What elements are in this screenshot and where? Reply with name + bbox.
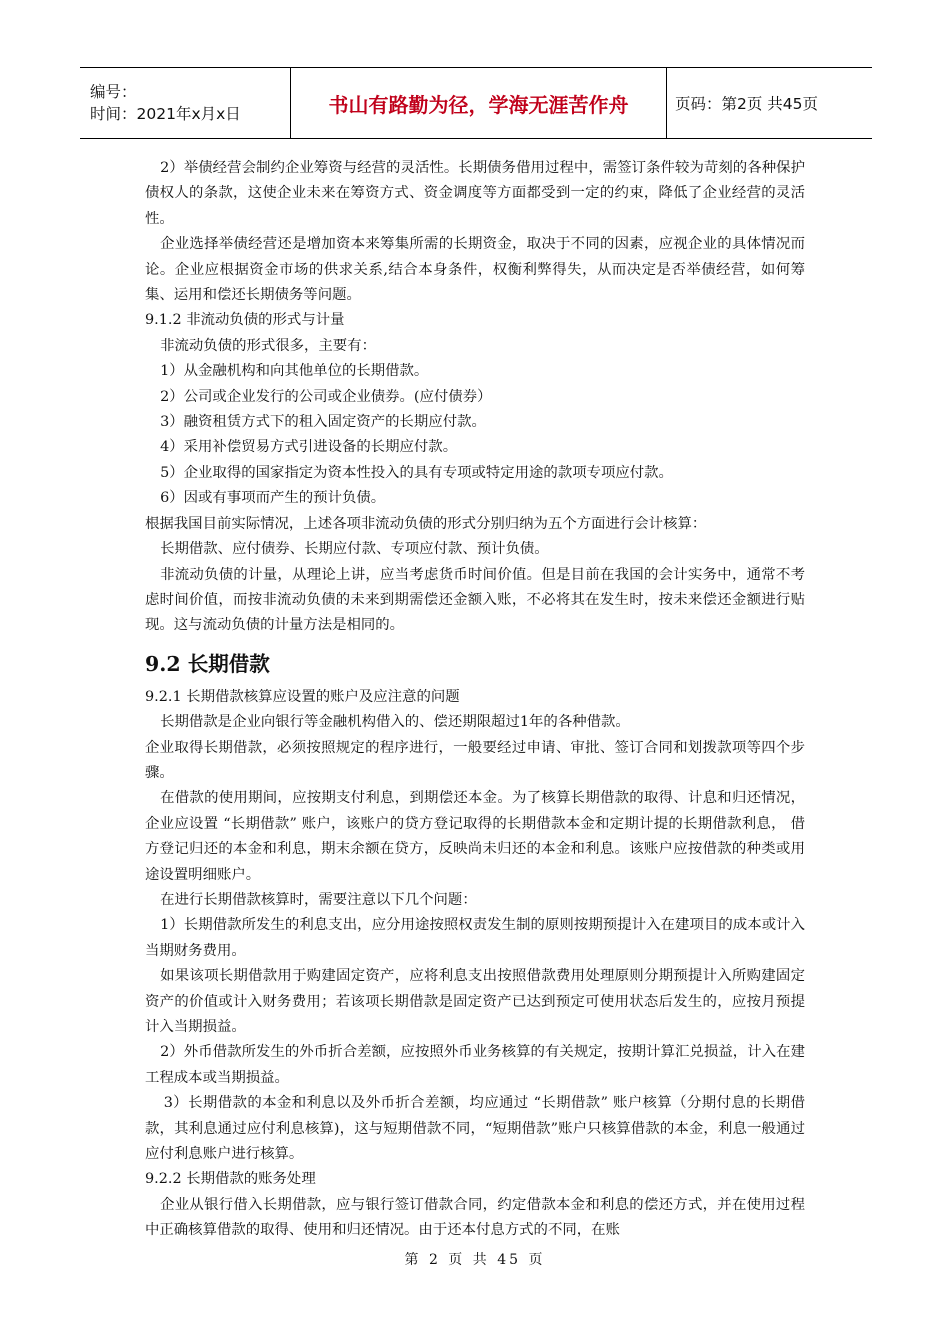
paragraph: 非流动负债的计量，从理论上讲，应当考虑货币时间价值。但是目前在我国的会计实务中，通常不考虑时间价值，而按非流动负债的未来到期需偿还金额入账，不必将其在发生时，按未来偿还金额进行贴现。这与流动负债的计量方法是相同的。 xyxy=(145,566,805,634)
paragraph: 企业选择举债经营还是增加资本来筹集所需的长期资金，取决于不同的因素，应视企业的具体情况而论。企业应根据资金市场的供求关系,结合本身条件，权衡利弊得失，从而决定是否举债经营，如何筹集、运用和偿还长期债务等问题。 xyxy=(145,236,805,304)
page-header xyxy=(80,67,872,139)
document-date: 时间：2021年x月x日 xyxy=(90,105,241,123)
header-motto: 书山有路勤为径，学海无涯苦作舟 xyxy=(291,68,667,138)
paragraph: 在进行长期借款核算时，需要注意以下几个问题： xyxy=(160,891,477,908)
document-number-label: 编号： xyxy=(90,83,137,101)
paragraph: 6）因或有事项而产生的预计负债。 xyxy=(160,490,386,507)
paragraph: 在借款的使用期间，应按期支付利息，到期偿还本金。为了核算长期借款的取得、计息和归还情况，企业应设置 “长期借款” 账户，该账户的贷方登记取得的长期借款本金和定期计提的长期借款利息， 借方登记归还的本金和利息，期末余额在贷方，反映尚未归还的本金和利息。该账户应按借款的种类或用途设置明细账户。 xyxy=(145,790,805,883)
paragraph: 企业从银行借入长期借款，应与银行签订借款合同，约定借款本金和利息的偿还方式，并在使用过程中正确核算借款的取得、使用和归还情况。由于还本付息方式的不同，在账 xyxy=(145,1196,805,1239)
paragraph: 根据我国目前实际情况，上述各项非流动负债的形式分别归纳为五个方面进行会计核算： xyxy=(145,515,707,532)
subsection-heading: 9.1.2 非流动负债的形式与计量 xyxy=(145,312,345,329)
paragraph: 4）采用补偿贸易方式引进设备的长期应付款。 xyxy=(160,439,458,456)
document-body xyxy=(145,156,805,1244)
paragraph: 长期借款是企业向银行等金融机构借入的、偿还期限超过1年的各种借款。 xyxy=(160,714,630,731)
paragraph: 1）长期借款所发生的利息支出，应分用途按照权责发生制的原则按期预提计入在建项目的成本或计入当期财务费用。 xyxy=(145,917,805,959)
paragraph: 2）外币借款所发生的外币折合差额，应按照外币业务核算的有关规定，按期计算汇兑损益，计入在建工程成本或当期损益。 xyxy=(145,1044,805,1086)
paragraph: 长期借款、应付债券、长期应付款、专项应付款、预计负债。 xyxy=(160,541,549,558)
page-footer: 第 2 页 共 45 页 xyxy=(404,1252,546,1268)
paragraph: 2）举债经营会制约企业筹资与经营的灵活性。长期债务借用过程中，需签订条件较为苛刻的各种保护债权人的条款，这使企业未来在筹资方式、资金调度等方面都受到一定的约束，降低了企业经营的灵活性。 xyxy=(145,160,805,227)
subsection-heading: 9.2.1 长期借款核算应设置的账户及应注意的问题 xyxy=(145,688,460,705)
paragraph: 2）公司或企业发行的公司或企业债券。(应付债券） xyxy=(160,388,492,405)
paragraph: 企业取得长期借款，必须按照规定的程序进行，一般要经过申请、审批、签订合同和划拨款项等四个步骤。 xyxy=(145,739,805,781)
paragraph: 3）融资租赁方式下的租入固定资产的长期应付款。 xyxy=(160,414,486,431)
paragraph: 如果该项长期借款用于购建固定资产，应将利息支出按照借款费用处理原则分期预提计入所购建固定资产的价值或计入财务费用；若该项长期借款是固定资产已达到预定可使用状态后发生的，应按月预提计入当期损益。 xyxy=(145,968,805,1035)
header-meta xyxy=(80,68,291,138)
paragraph: 1）从金融机构和向其他单位的长期借款。 xyxy=(160,363,429,380)
paragraph: 5）企业取得的国家指定为资本性投入的具有专项或特定用途的款项专项应付款。 xyxy=(160,464,673,481)
section-heading: 9.2 长期借款 xyxy=(145,651,270,676)
paragraph: 非流动负债的形式很多，主要有： xyxy=(160,337,376,354)
header-page-info: 页码：第2页 共45页 xyxy=(675,95,819,113)
paragraph: 3）长期借款的本金和利息以及外币折合差额，均应通过 “长期借款” 账户核算（分期付息的长期借款，其利息通过应付利息核算)，这与短期借款不同，“短期借款”账户只核算借款的本金，利息一般通过应付利息账户进行核算。 xyxy=(145,1095,805,1163)
subsection-heading: 9.2.2 长期借款的账务处理 xyxy=(145,1171,316,1188)
